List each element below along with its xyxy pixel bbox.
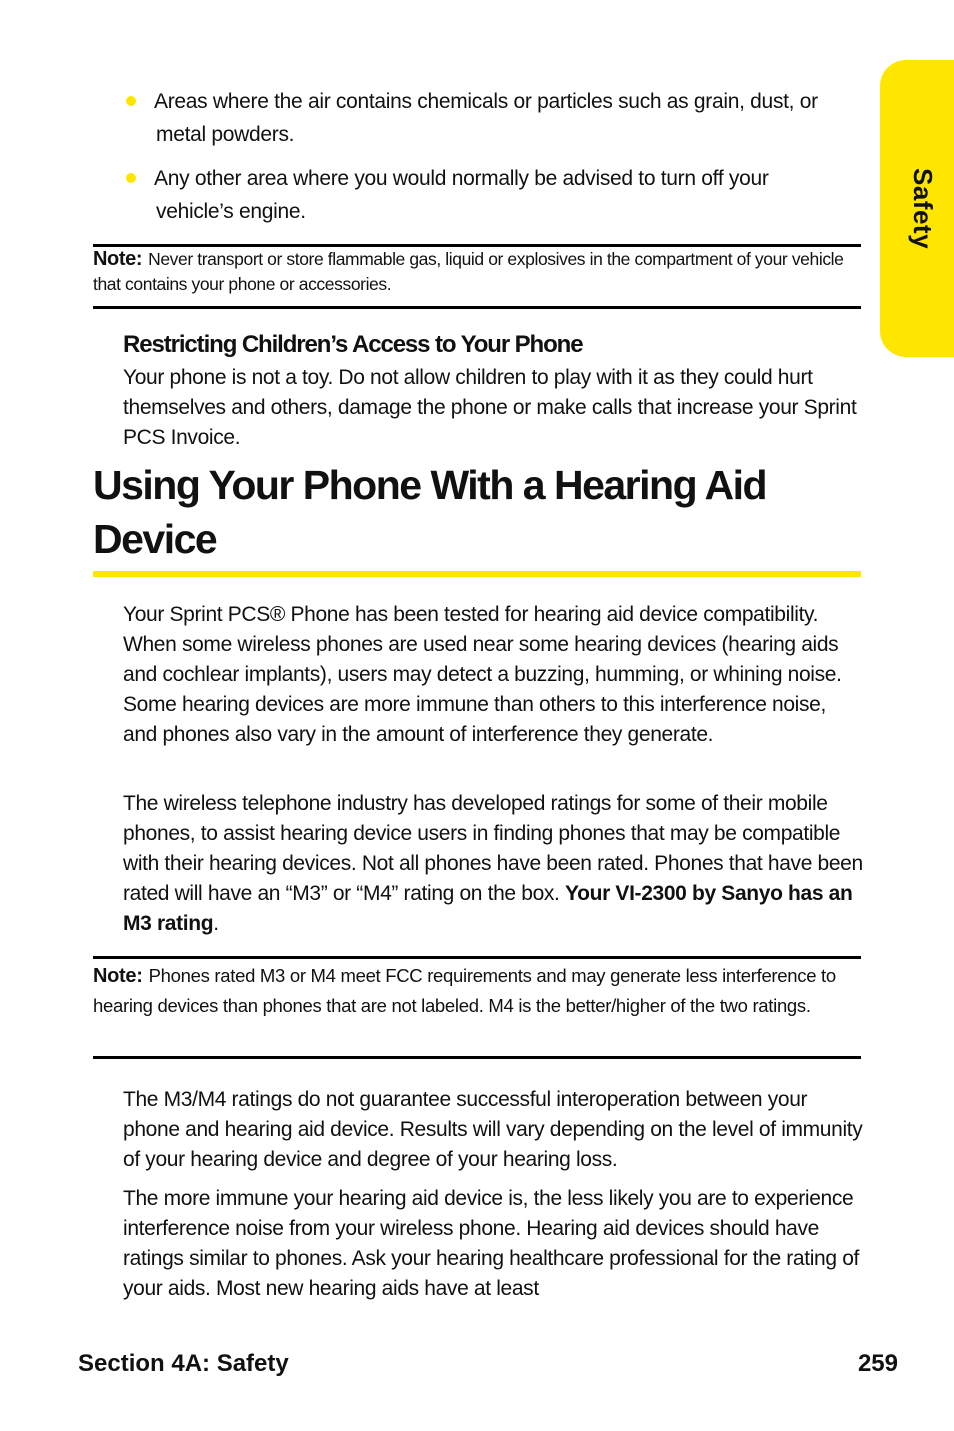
note-box: [93, 961, 861, 1021]
note-label: Note:: [93, 248, 143, 270]
subsection-paragraph: Your phone is not a toy. Do not allow children to play with it as they could hurt themselves and others, damage the phone or make calls that increase your Sprint PCS Invoice.: [123, 366, 857, 449]
note-label: Note:: [93, 965, 143, 987]
footer-section-label: Section 4A: Safety: [78, 1350, 289, 1377]
paragraph-interoperation: The M3/M4 ratings do not guarantee successful interoperation between your phone and hearing aid device. Results will vary depending on the level of immunity of your hearing device and degree of your hearing loss.: [123, 1088, 863, 1171]
note-top-rule: [93, 956, 861, 959]
paragraph-immunity: The more immune your hearing aid device is, the less likely you are to experience interference noise from your wireless phone. Hearing aid devices should have ratings similar to phones. Ask your hearing healthcare professional for the rating of your aids. Most new hearing aids have at least: [123, 1187, 860, 1300]
paragraph-ratings: [123, 789, 865, 939]
footer-page-number: 259: [857, 1350, 898, 1377]
subsection-heading: Restricting Children’s Access to Your Phone: [123, 331, 583, 358]
note-box: [93, 247, 861, 297]
bullet-item: [126, 162, 841, 228]
paragraph-compatibility: Your Sprint PCS® Phone has been tested for hearing aid device compatibility. When some wireless phones are used near some hearing devices (hearing aids and cochlear implants), users may detect a buzzing, humming, or whining noise. Some hearing devices are more immune than others to this interference noise, and phones also vary in the amount of interference they generate.: [123, 603, 842, 746]
bullet-text: Any other area where you would normally be advised to turn off your vehicle’s engine.: [154, 167, 769, 223]
title-underline: [93, 571, 861, 577]
bullet-text: Areas where the air contains chemicals or particles such as grain, dust, or metal powders.: [154, 90, 818, 146]
side-tab-label: Safety: [908, 168, 938, 250]
rating-statement: Your VI-2300 by Sanyo has an M3 rating: [123, 882, 853, 935]
bullet-item: [126, 85, 841, 151]
note-text: Never transport or store flammable gas, liquid or explosives in the compartment of your vehicle that contains your phone or accessories.: [93, 249, 844, 294]
paragraph-ratings-text: The wireless telephone industry has developed ratings for some of their mobile phones, to assist hearing device users in finding phones that may be compatible with their hearing devices. Not all phones have been rated. Phones that have been rated will have an “M3” or “M4” rating on the box.: [123, 792, 863, 905]
note-bottom-rule: [93, 1056, 861, 1059]
section-side-tab: [880, 60, 954, 357]
note-bottom-rule: [93, 306, 861, 309]
bullet-dot-icon: [126, 173, 136, 183]
page-title: Using Your Phone With a Hearing Aid Device: [93, 462, 767, 562]
bullet-dot-icon: [126, 96, 136, 106]
note-text: Phones rated M3 or M4 meet FCC requirements and may generate less interference to hearing devices than phones that are not labeled. M4 is the better/higher of the two ratings.: [93, 965, 836, 1016]
rating-statement-period: .: [213, 912, 219, 935]
